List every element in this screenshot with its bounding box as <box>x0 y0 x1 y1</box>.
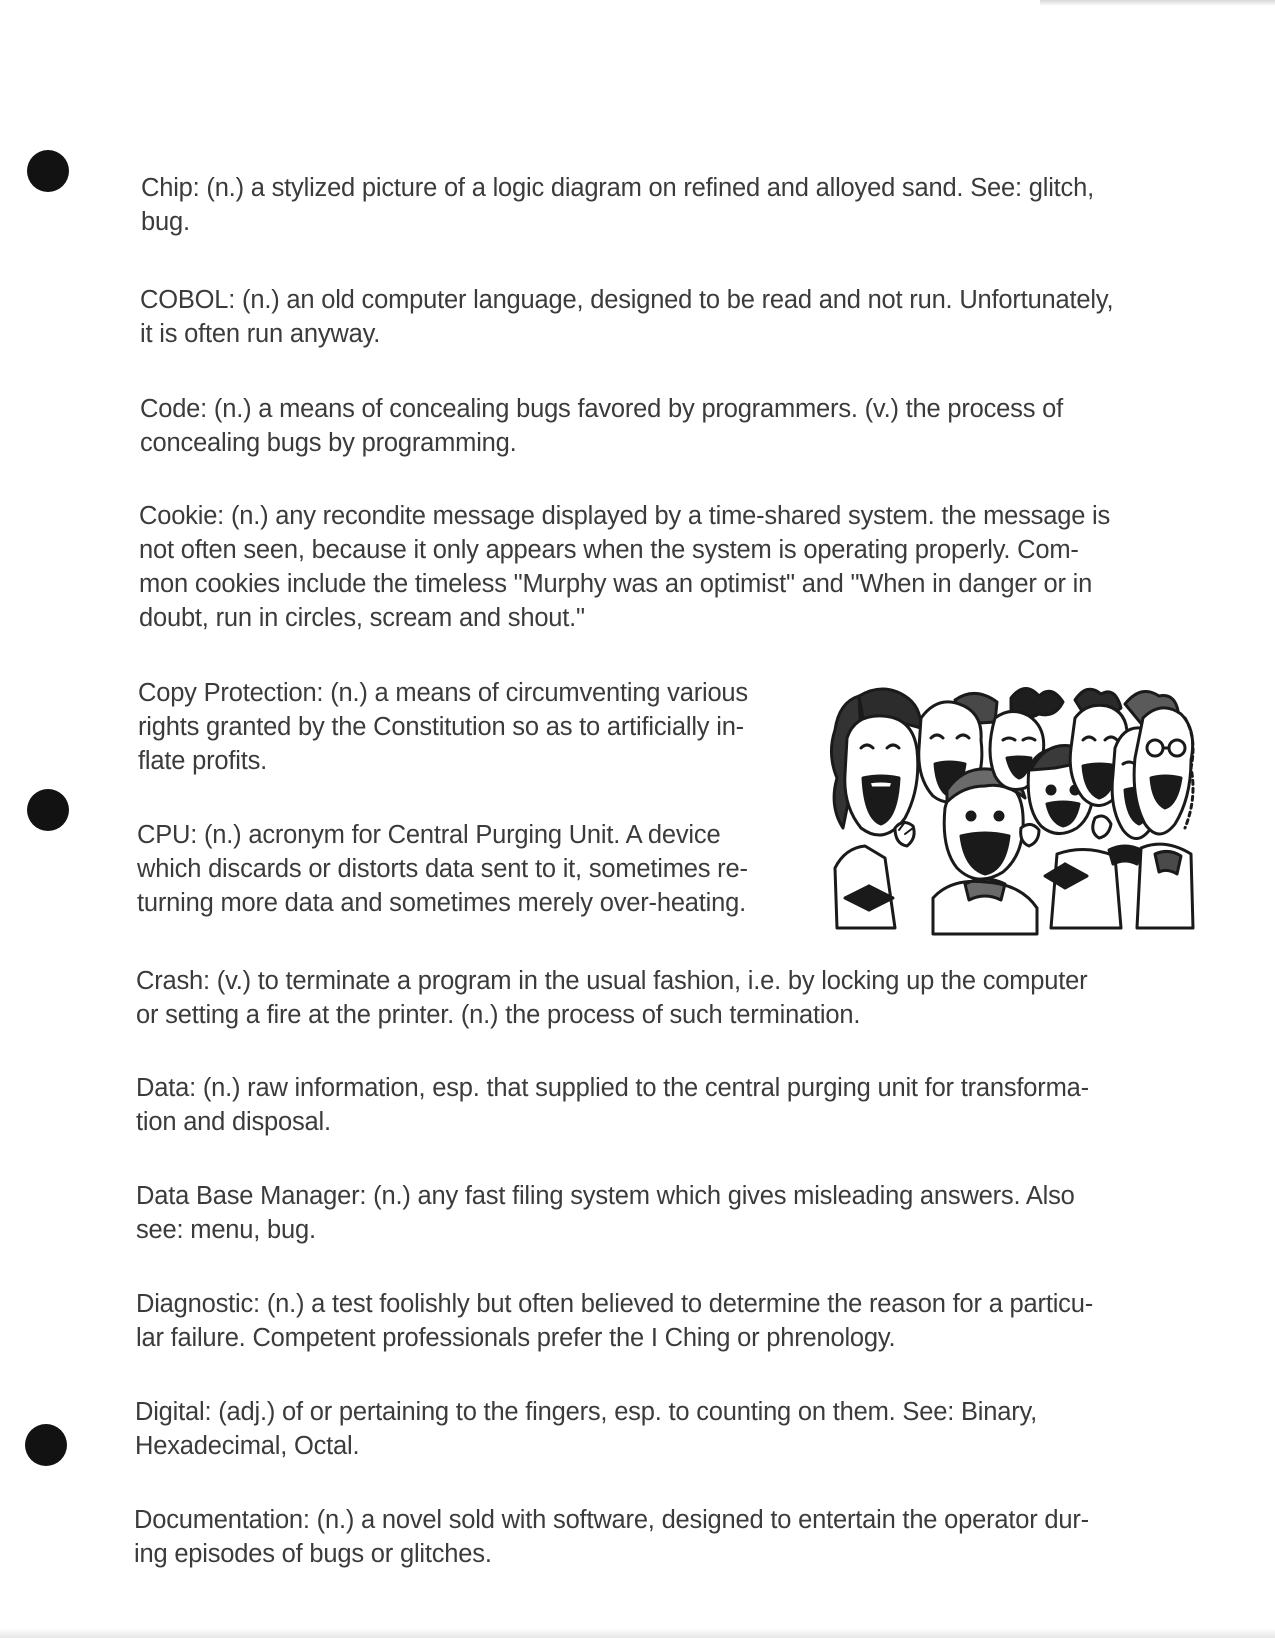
glossary-entry-crash <box>136 964 1121 1032</box>
entry-line: Data: (n.) raw information, esp. that supplied to the central purging unit for transforma- <box>136 1074 1089 1102</box>
glossary-entry-cobol <box>140 283 1125 351</box>
glossary-entry-data-base-manager <box>136 1179 1121 1247</box>
entry-line: it is often run anyway. <box>140 320 381 348</box>
entry-line: tion and disposal. <box>136 1108 331 1136</box>
glossary-entry-code <box>140 392 1125 460</box>
entry-line: flate profits. <box>138 747 268 775</box>
entry-line: bug. <box>141 208 190 236</box>
entry-line: mon cookies include the timeless "Murphy was an optimist" and "When in danger or in <box>139 570 1093 598</box>
entry-line: Data Base Manager: (n.) any fast filing system which gives misleading answers. Also <box>136 1182 1075 1210</box>
glossary-entry-chip <box>141 171 1126 239</box>
entry-line: turning more data and sometimes merely over-heating. <box>137 889 746 917</box>
entry-line: see: menu, bug. <box>136 1216 316 1244</box>
entry-line: Diagnostic: (n.) a test foolishly but often believed to determine the reason for a particu- <box>136 1290 1093 1318</box>
punch-hole-middle <box>27 789 69 831</box>
entry-line: Copy Protection: (n.) a means of circumventing various <box>138 679 748 707</box>
scan-edge-bottom <box>0 1628 1275 1638</box>
entry-line: concealing bugs by programming. <box>140 429 517 457</box>
entry-line: Documentation: (n.) a novel sold with software, designed to entertain the operator dur- <box>134 1506 1089 1534</box>
punch-hole-top <box>27 150 69 192</box>
entry-line: ing episodes of bugs or glitches. <box>134 1540 492 1568</box>
entry-line: Hexadecimal, Octal. <box>135 1432 360 1460</box>
entry-line: not often seen, because it only appears when the system is operating properly. Com- <box>139 536 1079 564</box>
punch-hole-bottom <box>25 1424 67 1466</box>
scan-edge-top <box>1040 0 1275 6</box>
entry-line: rights granted by the Constitution so as to artificially in- <box>138 713 744 741</box>
entry-line: Chip: (n.) a stylized picture of a logic diagram on refined and alloyed sand. See: glitch, <box>141 174 1094 202</box>
entry-line: which discards or distorts data sent to it, sometimes re- <box>137 855 748 883</box>
laughing-crowd-cartoon-icon <box>825 678 1197 936</box>
glossary-entry-copy-protection <box>138 676 758 778</box>
entry-line: or setting a fire at the printer. (n.) the process of such termination. <box>136 1001 861 1029</box>
entry-line: Digital: (adj.) of or pertaining to the fingers, esp. to counting on them. See: Binary, <box>135 1398 1038 1426</box>
glossary-entry-data <box>136 1071 1121 1139</box>
glossary-entry-digital <box>135 1395 1120 1463</box>
glossary-entry-documentation <box>134 1503 1119 1571</box>
glossary-entry-cpu <box>137 818 757 920</box>
entry-line: Code: (n.) a means of concealing bugs favored by programmers. (v.) the process of <box>140 395 1064 423</box>
entry-line: COBOL: (n.) an old computer language, designed to be read and not run. Unfortunately, <box>140 286 1114 314</box>
glossary-entry-cookie <box>139 499 1124 635</box>
entry-line: CPU: (n.) acronym for Central Purging Unit. A device <box>137 821 721 849</box>
entry-line: doubt, run in circles, scream and shout." <box>139 604 585 632</box>
entry-line: lar failure. Competent professionals prefer the I Ching or phrenology. <box>136 1324 896 1352</box>
glossary-entry-diagnostic <box>136 1287 1121 1355</box>
entry-line: Crash: (v.) to terminate a program in the usual fashion, i.e. by locking up the computer <box>136 967 1088 995</box>
entry-line: Cookie: (n.) any recondite message displayed by a time-shared system. the message is <box>139 502 1111 530</box>
